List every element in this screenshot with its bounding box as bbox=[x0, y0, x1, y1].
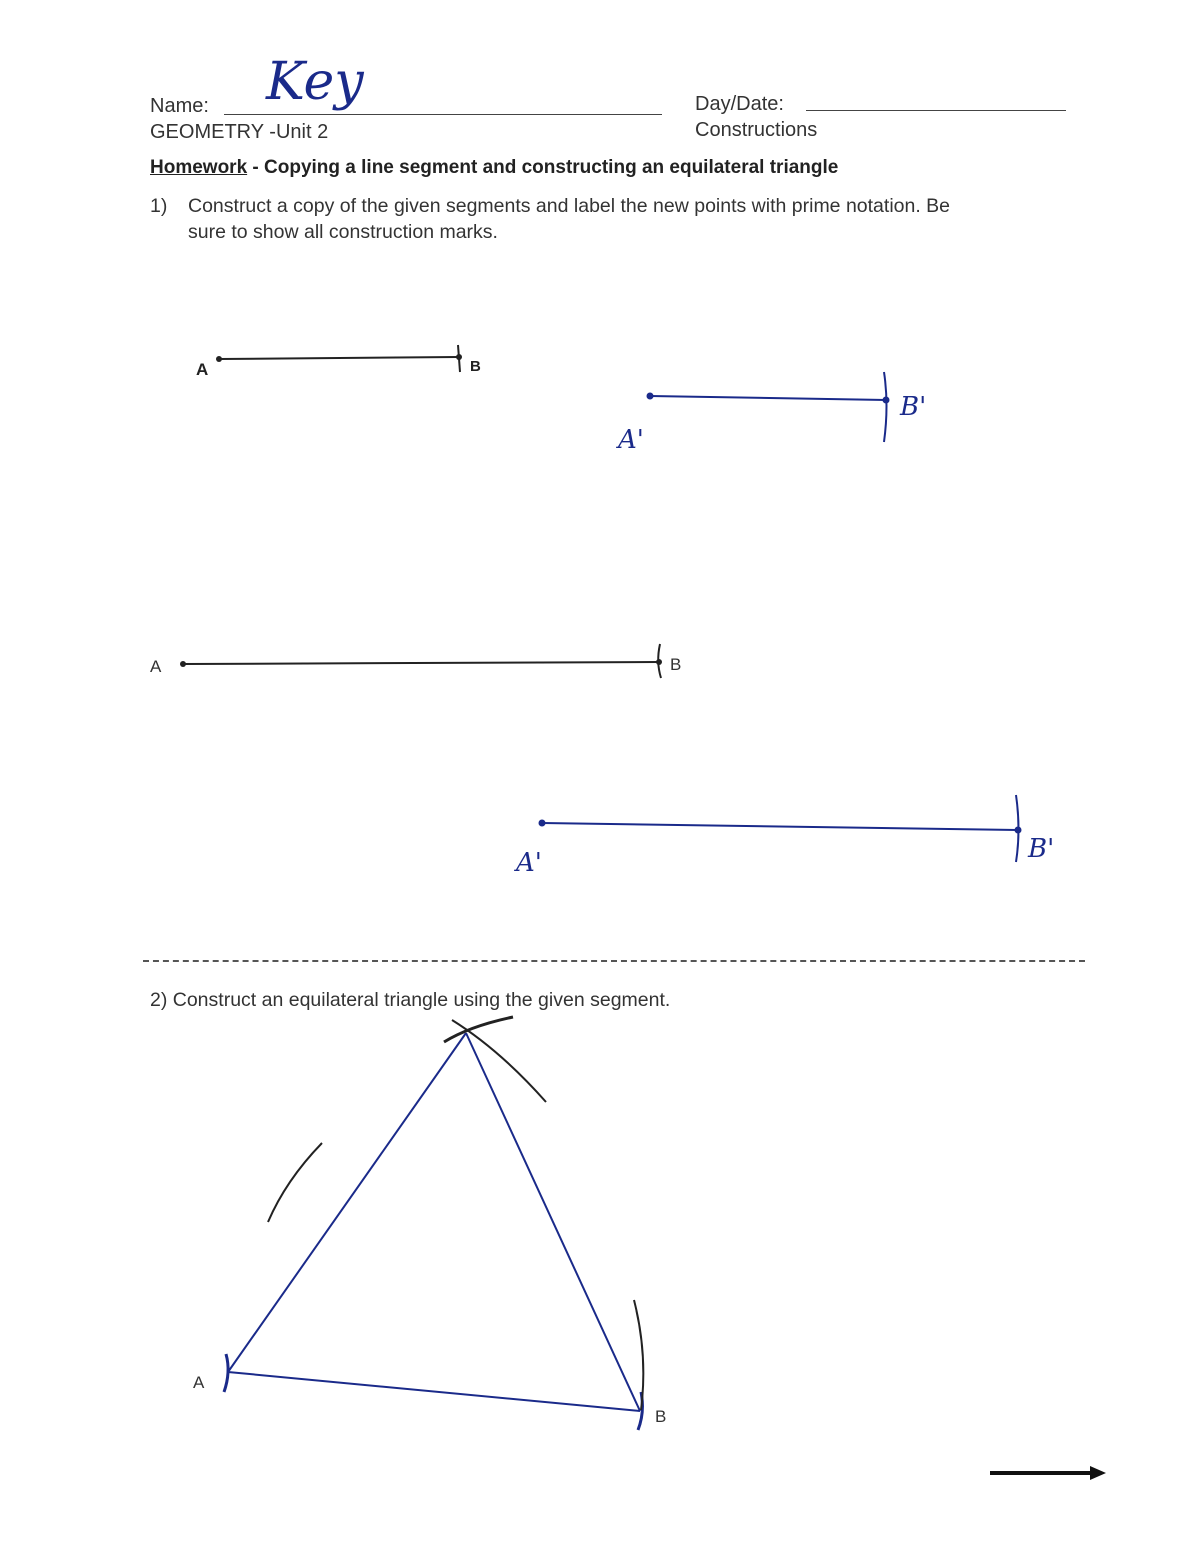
homework-title-text: - Copying a line segment and constructing an equilateral triangle bbox=[247, 157, 839, 178]
seg1-label-a: A bbox=[196, 360, 209, 379]
seg1-copy-label-a: A' bbox=[618, 425, 644, 455]
seg1-copy-point-a bbox=[647, 393, 654, 400]
seg1-arc-mark bbox=[458, 345, 460, 372]
triangle-arc-from-a bbox=[634, 1300, 643, 1410]
seg2-given-line bbox=[183, 662, 659, 664]
next-page-arrow-icon bbox=[990, 1466, 1106, 1480]
q2-text: 2) Construct an equilateral triangle using the given segment. bbox=[150, 989, 671, 1011]
q1-text-line1: Construct a copy of the given segments and label the new points with prime notation. Be bbox=[188, 195, 951, 217]
q1-number: 1) bbox=[150, 195, 168, 217]
seg2-copy-label-b: B' bbox=[1028, 834, 1055, 864]
name-value: Key bbox=[266, 52, 364, 112]
name-label: Name: bbox=[150, 95, 209, 117]
seg2-label-a: A bbox=[150, 657, 162, 676]
seg1-given bbox=[216, 345, 462, 372]
seg2-copy-point-a bbox=[539, 820, 546, 827]
course-label: GEOMETRY -Unit 2 bbox=[150, 121, 329, 143]
triangle-label-a: A bbox=[193, 1373, 205, 1392]
triangle-construction bbox=[224, 1017, 643, 1430]
triangle-point-a-mark bbox=[224, 1354, 228, 1392]
seg1-copy bbox=[647, 372, 890, 442]
triangle-side-bc bbox=[466, 1033, 640, 1411]
seg1-copy-label-b: B' bbox=[900, 392, 927, 422]
day-date-label: Day/Date: bbox=[695, 93, 784, 115]
triangle-arc-from-b bbox=[268, 1143, 322, 1222]
seg2-label-b: B bbox=[670, 655, 682, 674]
seg2-copy-label-a: A' bbox=[516, 848, 542, 878]
homework-title-prefix: Homework bbox=[150, 157, 248, 178]
seg2-copy bbox=[539, 795, 1022, 862]
arrow-head bbox=[1090, 1466, 1106, 1480]
seg2-point-a bbox=[180, 661, 186, 667]
topic-label: Constructions bbox=[695, 119, 818, 141]
triangle-side-ac bbox=[228, 1033, 466, 1372]
triangle-label-b: B bbox=[655, 1407, 667, 1426]
seg2-given bbox=[180, 644, 662, 678]
seg1-label-b: B bbox=[470, 358, 481, 375]
triangle-side-ab bbox=[228, 1372, 640, 1411]
q1-text-line2: sure to show all construction marks. bbox=[188, 221, 498, 243]
seg1-copy-line bbox=[650, 396, 886, 400]
seg2-copy-line bbox=[542, 823, 1018, 830]
seg1-point-a bbox=[216, 356, 222, 362]
seg1-given-line bbox=[219, 357, 459, 359]
seg1-copy-arc-mark bbox=[884, 372, 887, 442]
